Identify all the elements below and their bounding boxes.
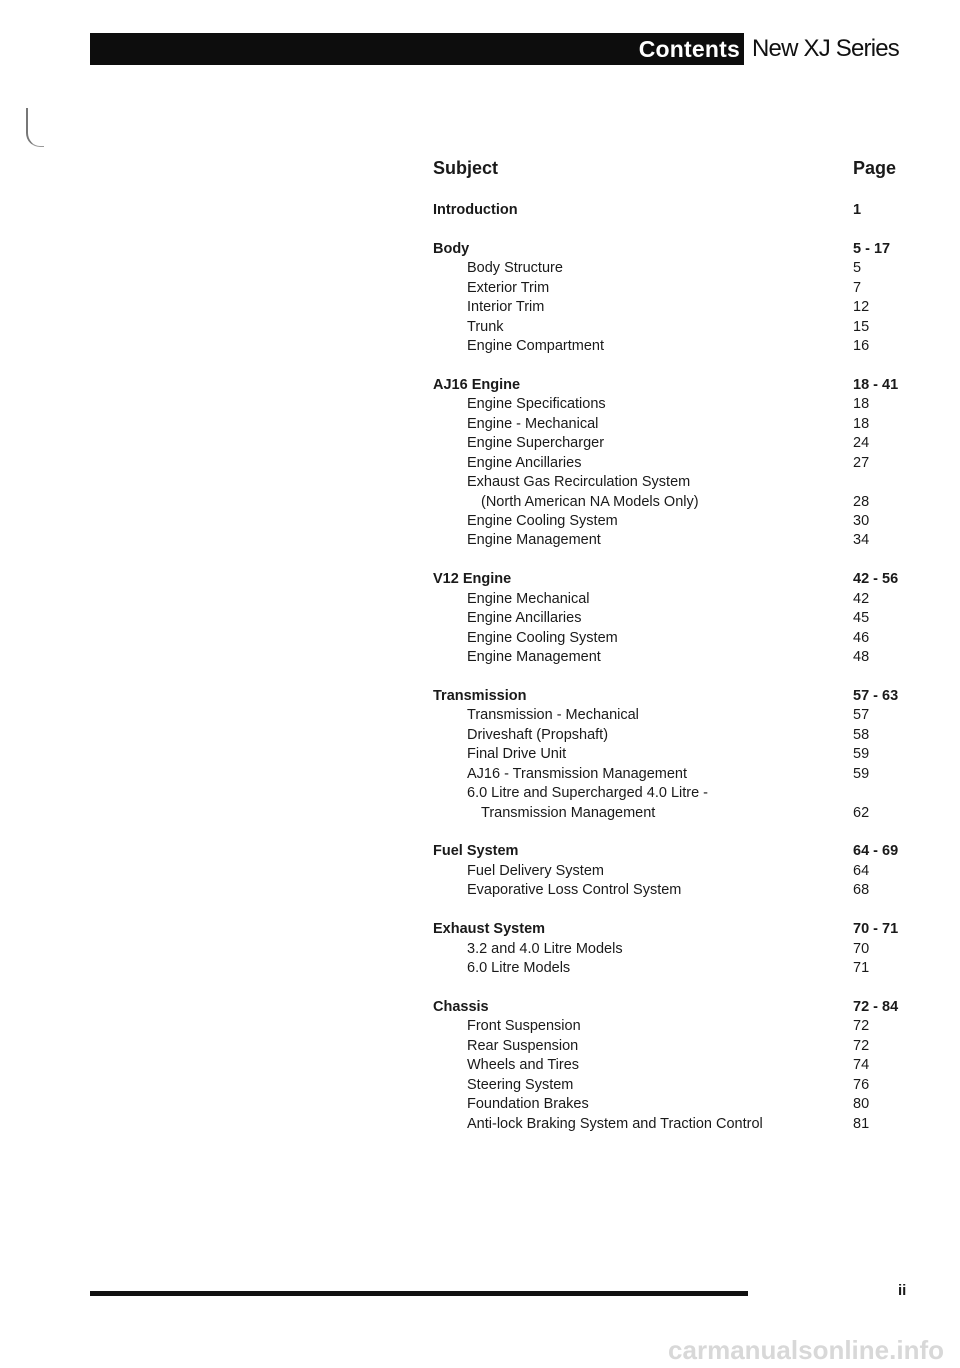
toc-item-title: Engine Cooling System [467, 513, 618, 529]
toc-section-row [433, 842, 903, 861]
toc-spacer [433, 357, 903, 376]
toc-item-row [433, 1095, 903, 1114]
toc-page-number: 18 - 41 [853, 376, 899, 393]
toc-page-number: 71 [853, 960, 870, 977]
toc-item-row [433, 745, 903, 764]
toc-section-row [433, 687, 903, 706]
toc-item-row [433, 940, 903, 959]
toc-page-number: 81 [853, 1115, 870, 1132]
toc-item-row [433, 493, 903, 512]
toc-page-number: 30 [853, 513, 870, 529]
toc-item-row [433, 1017, 903, 1036]
toc-item-row [433, 881, 903, 900]
toc-page-number: 72 [853, 1037, 870, 1054]
toc-item-title: Evaporative Loss Control System [467, 882, 682, 899]
toc-section-title: AJ16 Engine [433, 376, 521, 393]
toc-page-number: 7 [853, 279, 862, 296]
toc-page-number: 64 - 69 [853, 843, 899, 860]
toc-page-number: 59 [853, 765, 870, 782]
toc-page-number: 34 [853, 532, 870, 549]
toc-section-title: Transmission [433, 687, 527, 704]
toc-page-number: 24 [853, 435, 870, 452]
page-number: ii [898, 1282, 907, 1299]
toc-item-title: Engine Management [467, 649, 601, 666]
toc-item-title: Exterior Trim [467, 279, 550, 296]
toc-page-number: 27 [853, 454, 870, 471]
toc-item-row [433, 512, 903, 531]
toc-item-row [433, 259, 903, 278]
toc-item-title: Anti-lock Braking System and Traction Control [467, 1115, 763, 1132]
toc-item-row [433, 1115, 903, 1134]
toc-page-number: 70 - 71 [853, 921, 899, 938]
toc-item-title: Wheels and Tires [467, 1057, 580, 1074]
toc-item-title: Body Structure [467, 260, 563, 277]
toc-spacer [433, 551, 903, 570]
toc-item-row [433, 784, 903, 803]
toc-item-title: Engine Specifications [467, 396, 606, 413]
toc-section-title: Chassis [433, 998, 489, 1015]
toc-item-row [433, 473, 903, 492]
toc-item-title: Transmission - Mechanical [467, 707, 639, 724]
toc-page-number: 70 [853, 940, 870, 957]
toc-page-number: 68 [853, 882, 870, 899]
toc-page-number: 80 [853, 1096, 870, 1113]
toc-item-row [433, 1056, 903, 1075]
toc-item-title: 6.0 Litre Models [467, 960, 571, 977]
toc-item-row [433, 648, 903, 667]
toc-item-row [433, 765, 903, 784]
toc-item-row [433, 609, 903, 628]
table-of-contents [433, 201, 903, 1134]
toc-item-title: Engine Supercharger [467, 435, 605, 452]
toc-spacer [433, 668, 903, 687]
toc-page-number: 5 - 17 [853, 240, 891, 257]
toc-page-number: 58 [853, 726, 870, 743]
toc-item-row [433, 590, 903, 609]
toc-item-row [433, 1037, 903, 1056]
toc-item-title: Engine Mechanical [467, 590, 590, 607]
toc-section-title: Introduction [433, 202, 518, 218]
toc-item-row [433, 434, 903, 453]
toc-item-title: Transmission Management [481, 804, 656, 821]
toc-page-number: 74 [853, 1057, 870, 1074]
toc-page-number: 59 [853, 746, 870, 763]
toc-item-row [433, 318, 903, 337]
subject-column-header: Subject [433, 158, 499, 178]
toc-page-number: 64 [853, 862, 870, 879]
toc-item-title: 3.2 and 4.0 Litre Models [467, 940, 623, 957]
toc-item-title: Foundation Brakes [467, 1096, 589, 1113]
toc-page-number: 76 [853, 1076, 870, 1093]
toc-section-title: Exhaust System [433, 921, 546, 938]
toc-section-title: V12 Engine [433, 571, 512, 588]
header-section-title: Contents [638, 36, 740, 62]
toc-page-number: 46 [853, 629, 870, 646]
toc-spacer [433, 823, 903, 842]
toc-spacer [433, 220, 903, 239]
toc-item-title: Rear Suspension [467, 1037, 579, 1054]
toc-section-row [433, 201, 903, 220]
toc-item-row [433, 1076, 903, 1095]
toc-section-row [433, 998, 903, 1017]
toc-page-number: 57 - 63 [853, 687, 899, 704]
toc-item-row [433, 862, 903, 881]
toc-item-row [433, 415, 903, 434]
toc-page-number: 42 [853, 590, 870, 607]
toc-item-row [433, 629, 903, 648]
toc-page-number: 48 [853, 649, 870, 666]
toc-page-number: 42 - 56 [853, 571, 899, 588]
toc-item-title: Engine Compartment [467, 338, 605, 355]
toc-page-number: 72 [853, 1018, 870, 1035]
toc-item-row [433, 726, 903, 745]
toc-item-row [433, 706, 903, 725]
toc-section-row [433, 920, 903, 939]
toc-item-row [433, 298, 903, 317]
toc-item-title: Engine Ancillaries [467, 610, 582, 627]
toc-section-title: Body [433, 240, 470, 257]
toc-item-row [433, 804, 903, 823]
toc-item-title: Engine Ancillaries [467, 454, 582, 471]
toc-page-number: 1 [853, 202, 862, 218]
toc-item-row [433, 454, 903, 473]
toc-item-title: Fuel Delivery System [467, 862, 604, 879]
page-column-header: Page [853, 158, 897, 178]
toc-item-title: AJ16 - Transmission Management [467, 765, 688, 782]
toc-page-number: 12 [853, 299, 870, 316]
toc-page-number: 16 [853, 338, 870, 355]
toc-item-row [433, 395, 903, 414]
toc-item-title: Steering System [467, 1076, 574, 1093]
toc-page-number: 72 - 84 [853, 998, 899, 1015]
toc-item-title: 6.0 Litre and Supercharged 4.0 Litre - [467, 785, 709, 802]
toc-page-number: 18 [853, 396, 870, 413]
toc-spacer [433, 979, 903, 998]
toc-section-row [433, 240, 903, 259]
toc-item-row [433, 279, 903, 298]
toc-item-row [433, 959, 903, 978]
toc-page-number: 18 [853, 415, 870, 432]
toc-page-number: 45 [853, 610, 870, 627]
toc-spacer [433, 901, 903, 920]
toc-section-row [433, 570, 903, 589]
toc-item-title: Driveshaft (Propshaft) [467, 726, 609, 743]
watermark: carmanualsonline.info [668, 1335, 944, 1365]
footer-rule [90, 1291, 748, 1296]
toc-page-number: 28 [853, 493, 870, 510]
scan-mark [26, 108, 44, 147]
toc-section-row [433, 376, 903, 395]
toc-item-title: Exhaust Gas Recirculation System [467, 474, 691, 491]
toc-item-title: Interior Trim [467, 299, 545, 316]
toc-item-title: Final Drive Unit [467, 746, 567, 763]
toc-item-title: Trunk [467, 318, 504, 335]
toc-section-title: Fuel System [433, 843, 519, 860]
toc-item-title: Engine - Mechanical [467, 415, 599, 432]
toc-page-number: 15 [853, 318, 870, 335]
toc-item-row [433, 337, 903, 356]
toc-item-row [433, 531, 903, 550]
toc-page-number: 57 [853, 707, 870, 724]
toc-page-number: 5 [853, 260, 862, 277]
toc-item-title: Engine Cooling System [467, 629, 618, 646]
header-series-title: New XJ Series [752, 35, 899, 62]
toc-page-number: 62 [853, 804, 870, 821]
toc-item-title: Engine Management [467, 532, 601, 549]
toc-item-title: (North American NA Models Only) [481, 493, 699, 510]
toc-item-title: Front Suspension [467, 1018, 581, 1035]
